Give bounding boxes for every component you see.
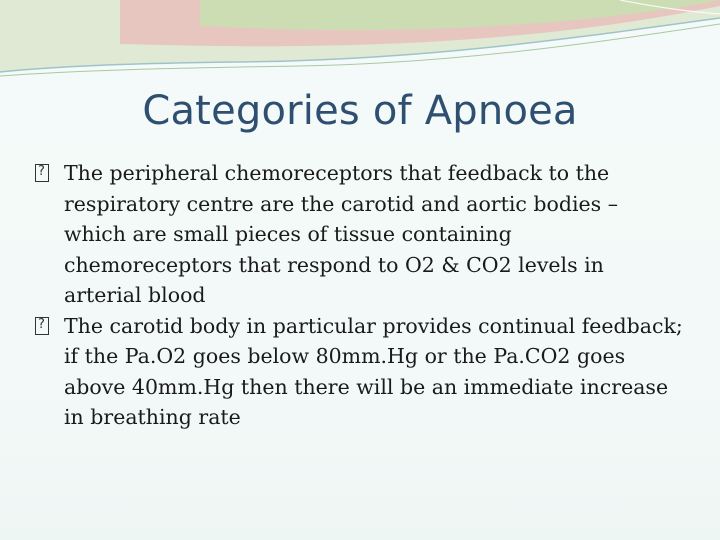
bullet-item xyxy=(34,158,684,311)
bullet-marker-glyph: ? xyxy=(38,164,45,179)
missing-glyph-icon xyxy=(34,158,64,188)
slide-title: Categories of Apnoea xyxy=(142,88,578,134)
bullet-text: The peripheral chemoreceptors that feedback to the respiratory centre are the carotid and aortic bodies – which are small pieces of tissue containing chemoreceptors that respond to O2 & CO2 levels in arterial blood xyxy=(64,161,618,307)
missing-glyph-icon xyxy=(34,311,64,341)
bullet-marker-glyph: ? xyxy=(38,316,45,332)
bullet-text: The carotid body in particular provides continual feedback; if the Pa.O2 goes below 80mm.Hg or the Pa.CO2 goes above 40mm.Hg then there will be an immediate increase in breathing rate xyxy=(64,313,683,429)
bullet-list xyxy=(34,158,684,433)
decorative-header-wave xyxy=(0,0,720,90)
bullet-item xyxy=(34,311,684,433)
